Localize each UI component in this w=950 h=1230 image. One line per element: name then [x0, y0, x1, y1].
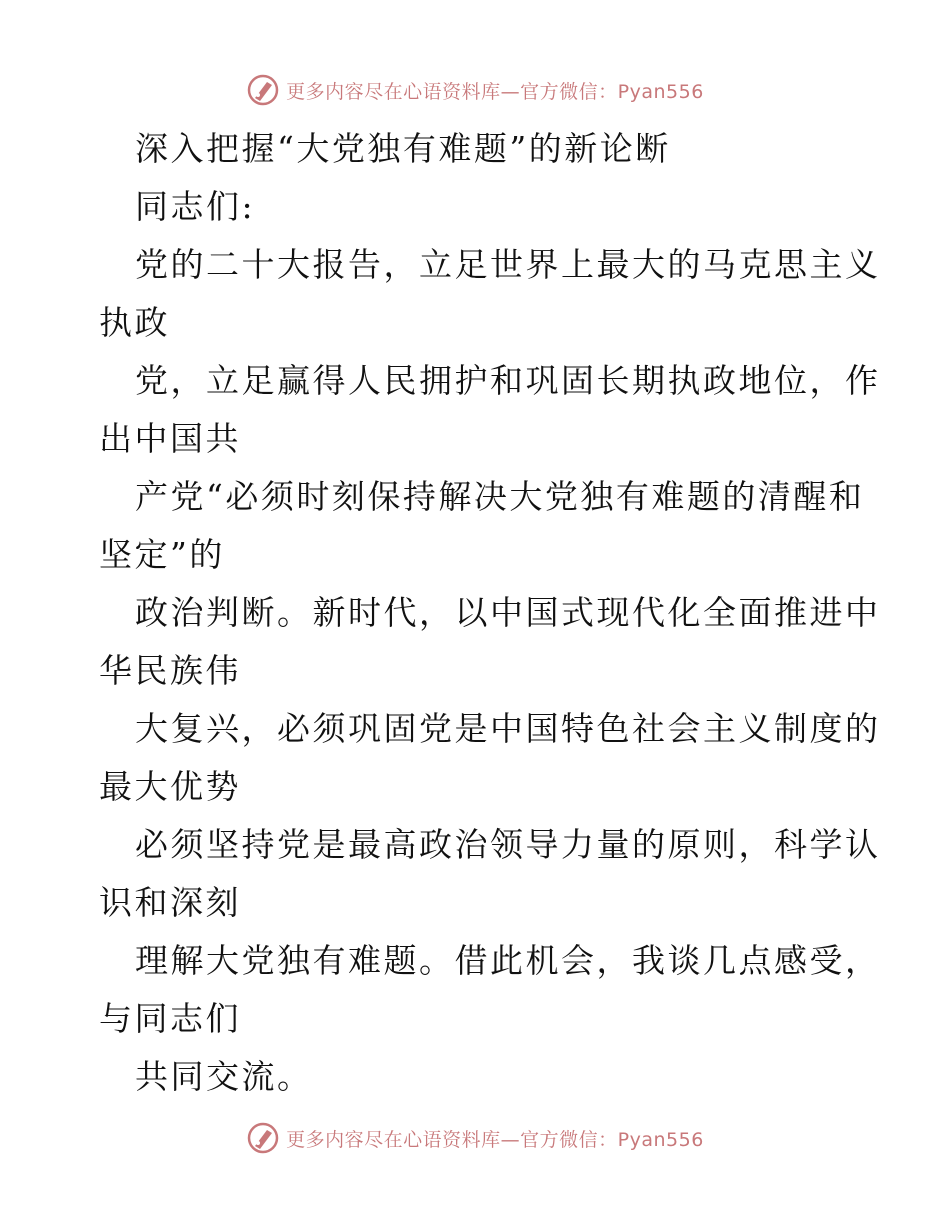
text-line: 大复兴，必须巩固党是中国特色社会主义制度的 [135, 709, 881, 748]
watermark-text: 更多内容尽在心语资料库—官方微信：Pyan556 [286, 80, 704, 103]
salutation: 同志们: [135, 187, 256, 226]
fountain-pen-logo-icon [246, 73, 280, 107]
text-line: 识和深刻 [99, 883, 241, 922]
text-line: 华民族伟 [99, 651, 241, 690]
text-line: 政治判断。新时代，以中国式现代化全面推进中 [135, 593, 881, 632]
text-line: 共同交流。 [135, 1057, 313, 1096]
text-line: 必须坚持党是最高政治领导力量的原则，科学认 [135, 825, 881, 864]
text-line: 最大优势 [99, 767, 241, 806]
text-line: 坚定”的 [99, 535, 225, 574]
text-line: 与同志们 [99, 999, 241, 1038]
text-line: 党，立足赢得人民拥护和巩固长期执政地位，作 [135, 361, 881, 400]
text-line: 执政 [99, 303, 170, 342]
header-watermark [0, 70, 950, 110]
watermark-text: 更多内容尽在心语资料库—官方微信：Pyan556 [286, 1128, 704, 1151]
footer-watermark [0, 1118, 950, 1158]
document-body [99, 120, 881, 1106]
text-line: 产党“必须时刻保持解决大党独有难题的清醒和 [135, 477, 865, 516]
text-line: 党的二十大报告，立足世界上最大的马克思主义 [135, 245, 881, 284]
fountain-pen-logo-icon [246, 1121, 280, 1155]
text-line: 出中国共 [99, 419, 241, 458]
text-line: 理解大党独有难题。借此机会，我谈几点感受， [135, 941, 881, 980]
document-title: 深入把握“大党独有难题”的新论断 [135, 129, 671, 168]
